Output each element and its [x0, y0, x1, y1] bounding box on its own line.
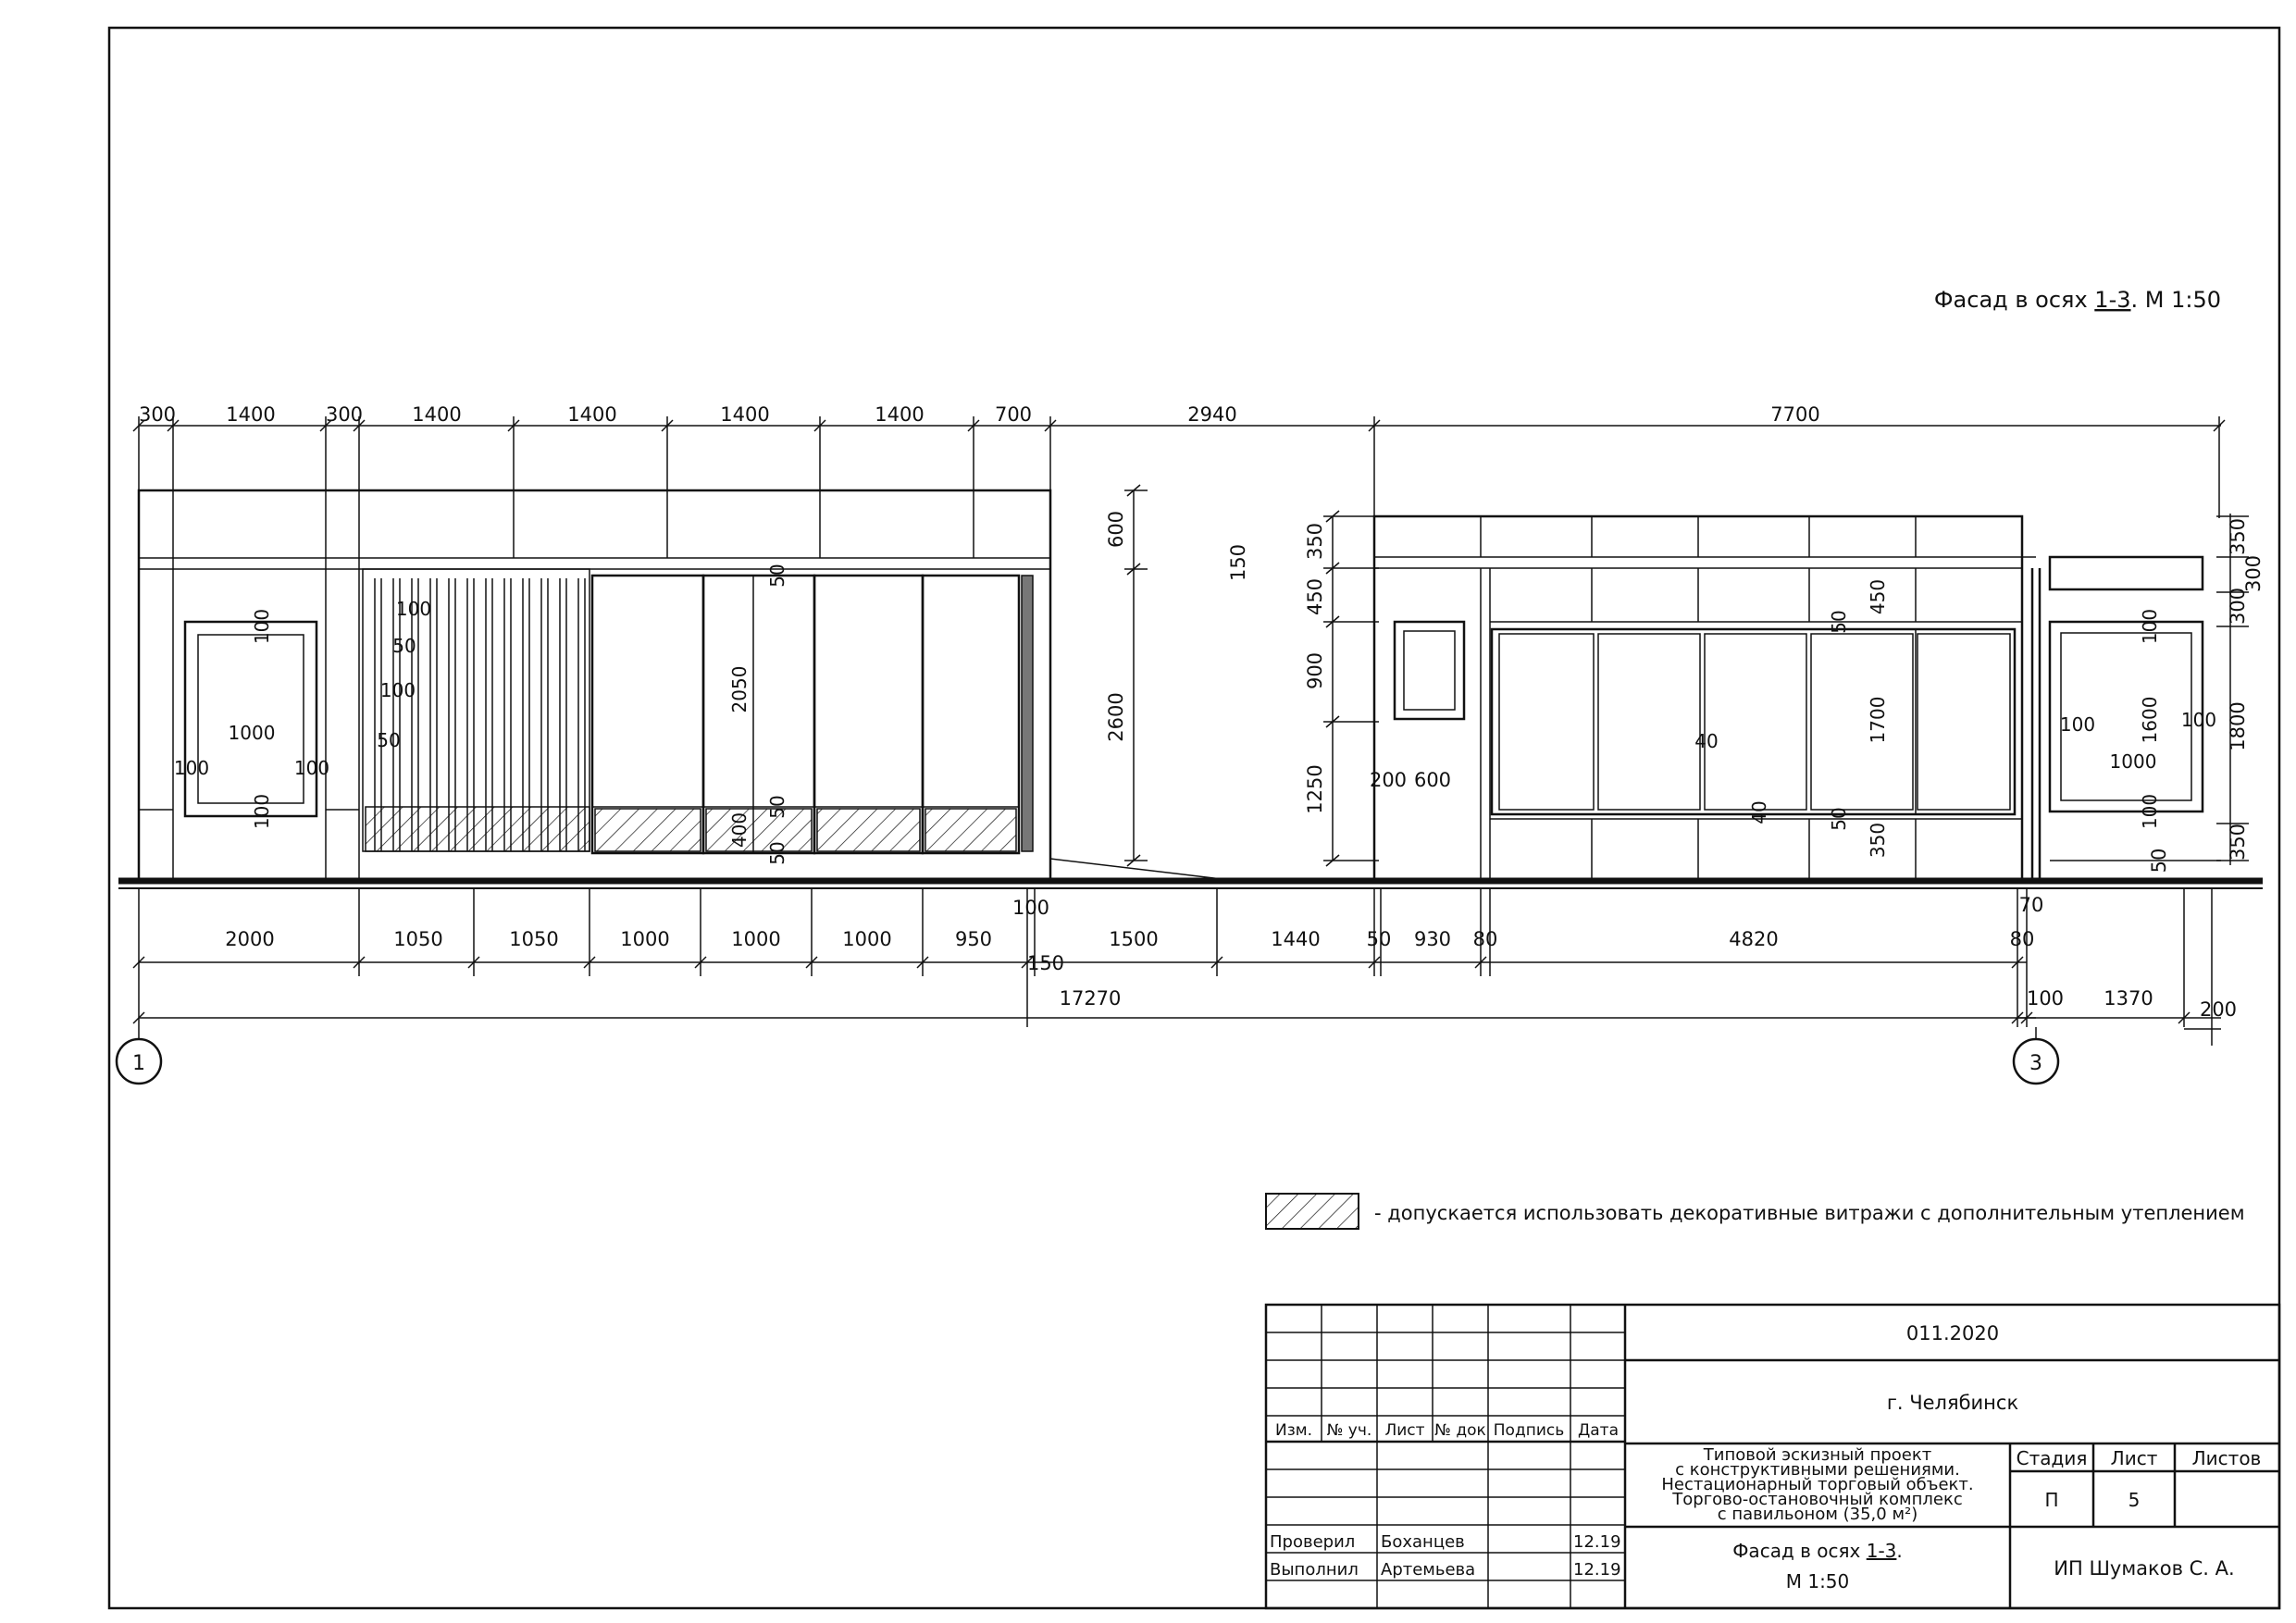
hatched-panels — [366, 807, 1016, 851]
billboard-label-width: 1000 — [2109, 750, 2157, 773]
stage-header: Стадия — [2016, 1447, 2088, 1469]
dim-bottom-2: 1050 — [509, 928, 559, 950]
stage-value: П — [2044, 1489, 2059, 1511]
glazing-label-450: 450 — [1867, 578, 1889, 615]
date-done: 12.19 — [1573, 1560, 1621, 1580]
dim-bottom-10: 930 — [1413, 928, 1452, 950]
dim-mid-1250: 1250 — [1304, 764, 1326, 814]
dim-small-100b: 100 — [2026, 987, 2065, 1010]
window-label-width: 1000 — [228, 722, 276, 744]
sheets-header: Листов — [2191, 1447, 2262, 1469]
role-done: Выполнил — [1270, 1560, 1359, 1580]
sheet-header: Лист — [2110, 1447, 2158, 1469]
dim-right-350b: 350 — [2227, 823, 2249, 861]
dim-top-3: 1400 — [412, 403, 462, 426]
dim-bottom-5: 1000 — [842, 928, 892, 950]
dim-mid-450: 450 — [1304, 577, 1326, 616]
glazing-label-350: 350 — [1867, 822, 1889, 859]
dim-left-150: 150 — [1227, 543, 1249, 582]
door-label-0: 50 — [766, 564, 788, 588]
window-label-left: 100 — [173, 757, 210, 779]
ground-line — [118, 881, 2263, 888]
dim-total: 17270 — [1059, 987, 1122, 1010]
billboard-label-height: 1600 — [2139, 696, 2161, 744]
glazing-label-50a: 50 — [1828, 610, 1850, 634]
axis-markers — [117, 1027, 2058, 1084]
dim-mid-900: 900 — [1304, 651, 1326, 690]
dim-bottom-12: 4820 — [1729, 928, 1779, 950]
dim-mid-200: 200 — [1369, 769, 1408, 791]
role-checked: Проверил — [1270, 1532, 1356, 1552]
slat-label-2: 100 — [379, 679, 416, 701]
dim-top-8: 2940 — [1187, 403, 1237, 426]
dim-right-50: 50 — [2148, 848, 2170, 873]
drawing-title: Фасад в осях 1-3. М 1:50 — [1933, 287, 2221, 313]
project-line-3: Торгово-остановочный комплекс — [1672, 1490, 1963, 1509]
title-block — [1266, 1305, 2279, 1608]
glazing-label-1700: 1700 — [1867, 696, 1889, 744]
billboard-label-right: 100 — [2180, 709, 2217, 731]
name-done: Артемьева — [1381, 1560, 1476, 1580]
dim-mid-350: 350 — [1304, 522, 1326, 561]
company-name: ИП Шумаков С. А. — [2054, 1557, 2235, 1580]
slat-label-1: 50 — [392, 635, 416, 657]
dim-right-350a: 350 — [2227, 517, 2249, 556]
dim-top-0: 300 — [138, 403, 177, 426]
dim-bottom-6: 950 — [954, 928, 993, 950]
dim-right-300a: 300 — [2242, 554, 2265, 593]
dim-top-2: 300 — [325, 403, 364, 426]
dim-left-600: 600 — [1105, 510, 1127, 549]
axis-label-1: 1 — [132, 1052, 145, 1075]
right-canopy — [1374, 516, 2040, 879]
tb-date: 011.2020 — [1905, 1322, 2000, 1344]
header-ndok: № док — [1434, 1421, 1486, 1440]
left-pavilion — [139, 490, 1222, 879]
dim-bottom-9: 50 — [1366, 928, 1392, 950]
dim-top-4: 1400 — [567, 403, 617, 426]
dim-left-2600: 2600 — [1105, 692, 1127, 742]
dim-small-1370: 1370 — [2104, 987, 2153, 1010]
dim-bottom-0: 2000 — [225, 928, 275, 950]
axis-label-3: 3 — [2029, 1052, 2042, 1075]
header-data: Дата — [1577, 1421, 1620, 1440]
date-checked: 12.19 — [1573, 1532, 1621, 1552]
glazing-label-50b: 50 — [1828, 807, 1850, 831]
dim-bottom-7: 1500 — [1109, 928, 1159, 950]
dim-bottom-3: 1000 — [620, 928, 670, 950]
dim-top-6: 1400 — [875, 403, 925, 426]
header-izm: Изм. — [1275, 1421, 1312, 1440]
window-label-right: 100 — [293, 757, 330, 779]
sheet-value: 5 — [2128, 1489, 2141, 1511]
door-label-2050: 2050 — [728, 665, 751, 713]
dim-top-9: 7700 — [1770, 403, 1820, 426]
dim-small-100a: 100 — [1011, 897, 1050, 919]
dim-top-7: 700 — [994, 403, 1033, 426]
dim-top-1: 1400 — [226, 403, 276, 426]
billboard-label-left: 100 — [2059, 713, 2096, 736]
project-line-1: с конструктивными решениями. — [1675, 1460, 1960, 1480]
bottom-dimension-chain — [133, 888, 2237, 1046]
vertical-dimensions — [1124, 485, 2249, 866]
dim-small-150: 150 — [1026, 952, 1065, 974]
billboard-label-bottom: 100 — [2139, 793, 2161, 830]
dim-bottom-8: 1440 — [1271, 928, 1321, 950]
top-dimension-chain — [133, 403, 2225, 518]
dim-small-200: 200 — [2199, 998, 2238, 1021]
door-label-4: 50 — [766, 841, 788, 865]
glazing-label-40a: 40 — [1694, 730, 1719, 752]
dim-bottom-11: 80 — [1472, 928, 1498, 950]
dim-right-1800: 1800 — [2227, 701, 2249, 751]
window-label-top: 100 — [251, 608, 273, 645]
dim-bottom-1: 1050 — [393, 928, 443, 950]
legend-text: - допускается использовать декоративные витражи с дополнительным утеплением — [1374, 1202, 2245, 1224]
header-podpis: Подпись — [1493, 1421, 1565, 1440]
dim-small-70: 70 — [2018, 894, 2044, 916]
project-line-4: с павильоном (35,0 м²) — [1717, 1505, 1918, 1524]
slat-label-0: 100 — [395, 598, 432, 620]
window-label-bottom: 100 — [251, 793, 273, 830]
legend — [1266, 1194, 2245, 1229]
legend-hatch-swatch — [1266, 1194, 1359, 1229]
dim-mid-600: 600 — [1413, 769, 1452, 791]
dim-bottom-4: 1000 — [731, 928, 781, 950]
door-label-2: 50 — [766, 795, 788, 819]
header-nuch: № уч. — [1326, 1421, 1372, 1440]
glazing-label-40b: 40 — [1748, 800, 1770, 824]
sheet-scale: М 1:50 — [1785, 1570, 1850, 1592]
tb-city: г. Челябинск — [1886, 1392, 2019, 1414]
sheet-title: Фасад в осях 1-3. — [1732, 1540, 1903, 1562]
door-label-400: 400 — [728, 812, 751, 849]
dim-bottom-13: 80 — [2009, 928, 2035, 950]
header-list: Лист — [1384, 1421, 1425, 1440]
dim-top-5: 1400 — [720, 403, 770, 426]
dim-right-300b: 300 — [2227, 587, 2249, 626]
slat-label-3: 50 — [377, 729, 401, 751]
name-checked: Боханцев — [1381, 1532, 1465, 1552]
billboard-label-top: 100 — [2139, 608, 2161, 645]
project-line-0: Типовой эскизный проект — [1703, 1445, 1932, 1465]
project-line-2: Нестационарный торговый объект. — [1661, 1475, 1974, 1494]
